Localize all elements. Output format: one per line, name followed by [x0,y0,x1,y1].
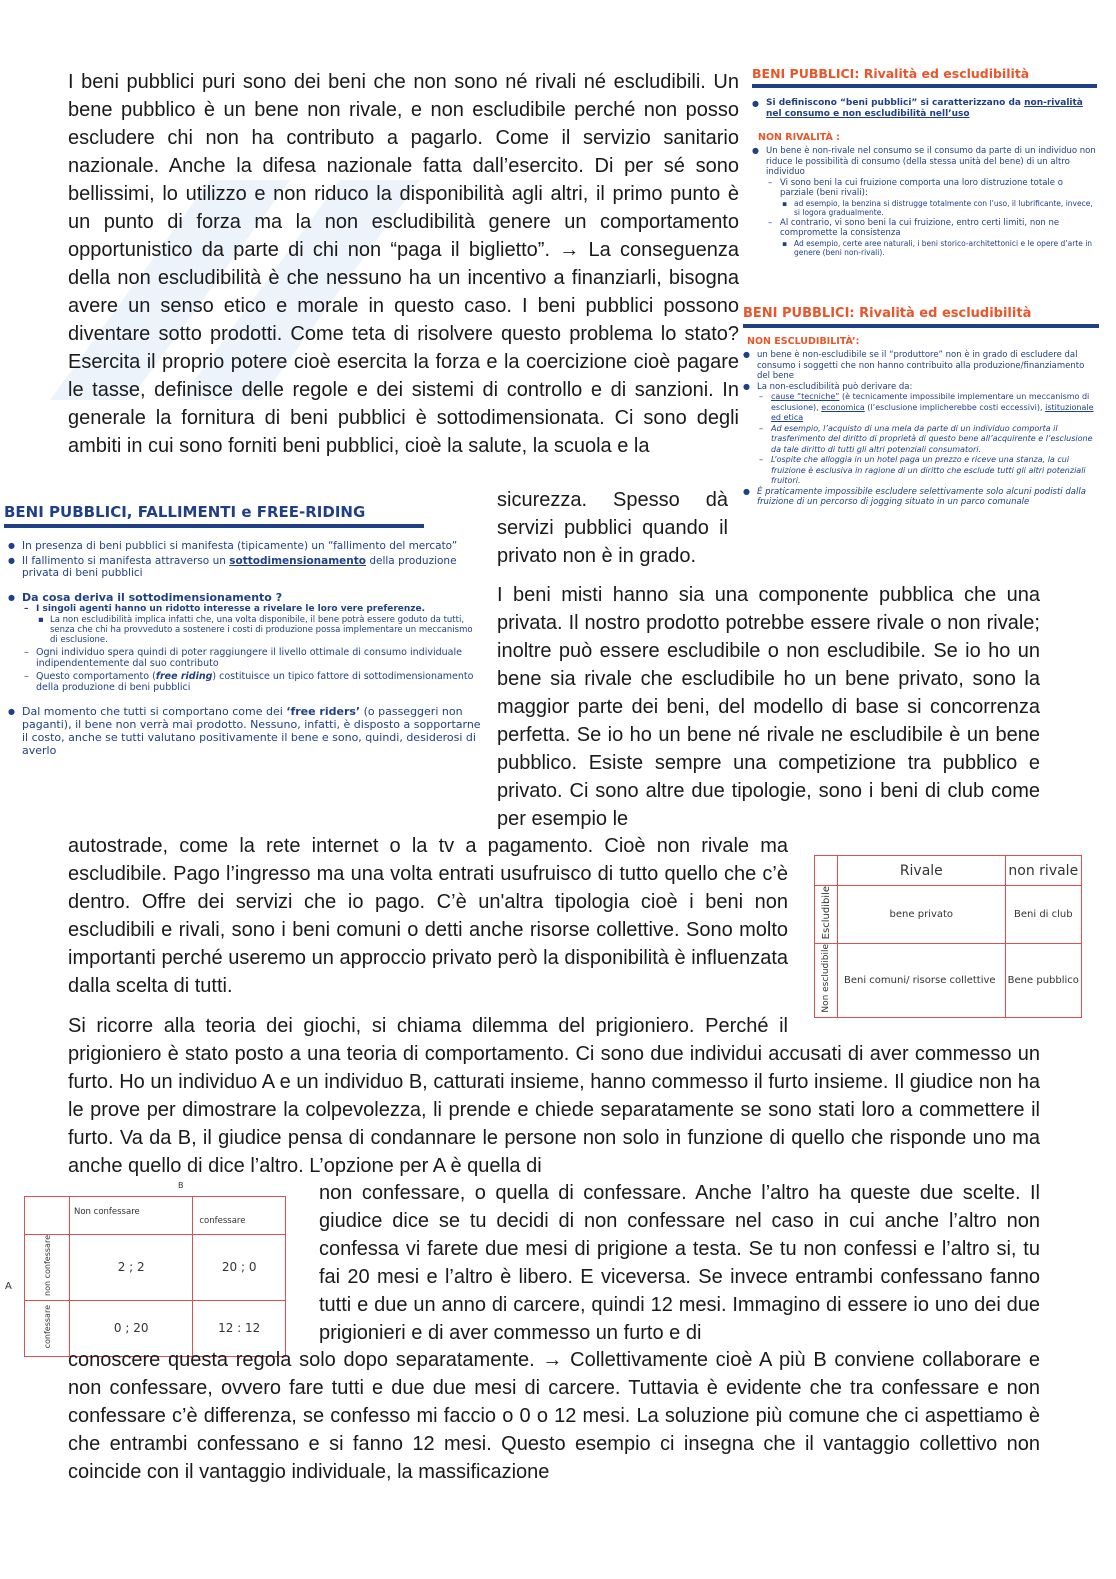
slide-bullet: ● La non-escludibilità può derivare da: [743,382,1099,393]
slide-sub-bullet: – L’ospite che alloggia in un hotel paga un prezzo e riceve una stanza, la cui fruizione è esclusiva in ragione di un diritto che esclude tutti gli altri potenziali fruitori. [757,455,1099,487]
paragraph-mixed-goods-continued: autostrade, come la rete internet o la tv a pagamento. Cioè non rivale ma escludibile. Pago l’ingresso ma una volta entrati usufruisco di tutto quello che c’è dentro. Offre dei servizi che io pago. C’è un'altra tipologia cioè i beni non escludibili e rivali, sono i beni comuni o detti anche risorse collettive. Sono molto importanti perché useremo un approccio privato però la disponibilità è influenzata dalla scelta di tutti. [68,835,788,997]
slide-excludability-heading: NON ESCLUDIBILITÀ’: [747,336,860,347]
paragraph-prisoner-conclusion: conoscere questa regola solo dopo separatamente. → Collettivamente cioè A più B conviene collaborare e non confessare, ovvero fare tutti e due due mesi di carcere. Tuttavia è evidente che tra confessare e non confessare c’è differenza, se confesso mi faccio o 0 o 12 mesi. La soluzione più comune che ci aspettiamo è che entrambi confessano e si fanno 12 mesi. Questo esempio ci insegna che il vantaggio collettivo non coincide con il vantaggio individuale, la massificazione [68,1349,1040,1483]
row-header-label: Escludibile [820,886,832,940]
slide-excludability-title: BENI PUBBLICI: Rivalità ed escludibilità [743,306,1032,321]
slide-bullet: ● Da cosa deriva il sottodimensionamento ? [8,592,482,605]
sub-bullet-text: (l’esclusione implicherebbe costi eccessivi), [864,402,1046,412]
matrix-row-confessare [25,1300,70,1356]
column-header-non-rivale: non rivale [1005,856,1081,886]
bullet-text: della produzione privata di beni pubblici [22,554,457,579]
matrix-cell-c-nc: 0 ; 20 [70,1300,193,1356]
sub-bullet-text: (è tecnicamente impossibile implementare un meccanismo di esclusione), [771,392,1090,412]
cell-bene-privato: bene privato [838,886,1006,944]
slide-bullet: ● Un bene è non-rivale nel consumo se il consumo da parte di un individuo non riduce le possibilità di consumo (della stessa unità del bene) di un altro individuo [752,146,1097,178]
float-spacer [788,1012,1040,1013]
slide-title-bar [4,524,424,528]
underlined-term: economica [821,402,865,412]
prisoner-intro-flow: Si ricorre alla teoria dei giochi, si chiama dilemma del prigioniero. Perché il prigioniero è stato posto a una teoria di comportamento. Ci sono due individui accusati di aver commesso un furto. Ho un individuo A e un individuo B, catturati insieme, hanno commesso il furto insieme. Il giudice non ha le prove per dimostrare la colpevolezza, li prende e chiede separatamente se sono stati loro a commettere il furto. Va da B, il giudice pensa di condannare le persone non solo in funzione di quello che risponde uno ma anche quello di dice l’altro. L’opzione per A è quella di [68,1015,1040,1177]
paragraph-prisoner-rules: non confessare, o quella di confessare. Anche l’altro ha queste due scelte. Il giudice dice se tu decidi di non confessare nel caso in cui anche l’altro non confessa vi farete due mesi di prigione a testa. Se tu non confessi e l’altro si, tu fai 20 mesi e l’altro è libero. E viceversa. Se invece entrambi confessano fanno tutti e due un anno di carcere, quindi 12 mesi. Immagino di essere io uno dei due prigionieri e di aver commesso un furto e di [319,1182,1040,1344]
matrix-col-non-confessare: Non confessare [70,1197,193,1235]
sub-bullet-text: Questo comportamento ( [36,671,156,682]
goods-classification-table [814,855,1082,1018]
matrix-row-label: confessare [42,1304,52,1349]
paragraph-public-goods-tail: sicurezza. Spesso dà servizi pubblici quando il privato non è in grado. [497,489,728,567]
cell-beni-comuni: Beni comuni/ risorse collettive [838,944,1006,1018]
slide-free-riding [4,503,482,809]
matrix-cell-nc-nc: 2 ; 2 [70,1235,193,1301]
slide-bullet [8,705,482,757]
slide-rivalry [752,66,1097,288]
cell-beni-di-club: Beni di club [1005,886,1081,944]
slide-sub-bullet: – Ogni individuo spera quindi di poter raggiungere il livello ottimale di consumo individuale indipendentemente dal suo contributo [22,647,482,669]
player-a-label: A [5,1281,12,1292]
prisoner-dilemma-matrix [24,1196,286,1357]
underlined-term: sottodimensionamento [229,554,366,567]
paragraph-mixed-goods: I beni misti hanno sia una componente pubblica che una privata. Il nostro prodotto potrebbe essere rivale o non rivale; inoltre può essere escludibile o non escludibile. Se io ho un bene sia rivale che escludibile ho un bene privato, sono la maggior parte dei beni, del modello di base si concorrenza perfetta. Se io ho un bene né rivale ne escludibile è un bene pubblico. Esiste sempre una competizione tra pubblico e privato. Ci sono altre due tipologie, sono i beni di club come per esempio le [497,584,1040,830]
slide-bullet: ● È praticamente impossibile escludere selettivamente solo alcuni podisti dalla fruizione di un percorso di jogging situato in un parco comunale [743,487,1099,508]
slide-free-riding-title: BENI PUBBLICI, FALLIMENTI e FREE-RIDING [4,503,366,521]
underlined-term: cause “tecniche” [771,392,840,401]
underlined-term: istituzionale ed etica [771,402,1094,422]
player-b-label: B [178,1181,184,1190]
matrix-col-confessare: confessare [193,1197,286,1235]
slide-bullet [8,555,482,580]
matrix-cell-nc-c: 20 ; 0 [193,1235,286,1301]
row-header-label: Non escludibile [821,944,831,1013]
sub-bullet-text: ) costituisce un tipico fattore di sottodimensionamento della produzione di beni pubblici [36,671,474,693]
slide-sub-bullet: – Vi sono beni la cui fruizione comporta una loro distruzione totale o parziale (beni rivali): [766,178,1097,199]
slide-bullet [752,98,1097,120]
cell-bene-pubblico: Bene pubblico [1005,944,1081,1018]
row-header-escludibile [815,886,838,944]
slide-sub-sub-bullet: ▪ Ad esempio, certe aree naturali, i beni storico-architettonici e le opere d’arte in genere (beni non-rivali). [780,239,1097,258]
slide-bullet: ● In presenza di beni pubblici si manifesta (tipicamente) un “fallimento del mercato” [8,540,482,553]
row-header-non-escludibile [815,944,838,1018]
paragraph-prisoner-dilemma [68,1012,1040,1180]
slide-title-bar [743,324,1099,328]
column-header-rivale: Rivale [838,856,1006,886]
slide-sub-bullet: – I singoli agenti hanno un ridotto interesse a rivelare le loro vere preferenze. [22,604,482,615]
slide-sub-bullet [22,671,482,693]
paragraph-public-goods: I beni pubblici puri sono dei beni che non sono né rivali né escludibili. Un bene pubblico è un bene non rivale, e non escludibile perché non posso escludere chi non ha contributo a pagarlo. Come il servizio sanitario nazionale. Anche la difesa nazionale fatta dall’esercito. Di per sé sono bellissimi, lo utilizzo e non riduco la disponibilità agli altri, il primo punto è un punto di forza ma la non escludibilità genere un comportamento opportunistico da parte di chi non “paga il biglietto”. → La conseguenza della non escludibilità è che nessuno ha un incentivo a finanziarli, bisogna avere un senso etico e morale in questo caso. I beni pubblici possono diventare sotto prodotti. Come teta di risolvere questo problema lo stato? Esercita il proprio potere cioè esercita la forza e la coercizione cioè pagare le tasse, definisce delle regole e dei sistemi di controllo e di sanzioni. In generale la fornitura di beni pubblici è sottodimensionata. Ci sono degli ambiti in cui sono forniti beni pubblici, cioè la salute, la scuola e la [68,71,739,457]
slide-rivalry-title: BENI PUBBLICI: Rivalità ed escludibilità [752,66,1030,81]
bold-term: ‘free riders’ [286,705,361,718]
slide-sub-bullet: – Ad esempio, l’acquisto di una mela da parte di un individuo comporta il trasferimento del diritto di proprietà di questo bene all’acquirente e l’esclusione da tale diritto di tutti gli altri potenziali consumatori. [757,424,1099,456]
bullet-underlined: non-rivalità nel consumo e non escludibilità nell’uso [766,98,1083,119]
slide-sub-sub-bullet: ▪ ad esempio, la benzina si distrugge totalmente con l’uso, il lubrificante, invece, si logora gradualmente. [780,199,1097,218]
italic-term: free riding [155,671,213,682]
matrix-row-non-confessare [25,1235,70,1301]
slide-sub-sub-bullet: ▪ La non escludibilità implica infatti che, una volta disponibile, il bene potrà essere goduto da tutti, senza che chi ha provveduto a sostenere i costi di produzione possa implementare un meccanismo di esclusione. [36,615,482,645]
slide-sub-bullet: – Al contrario, vi sono beni la cui fruizione, entro certi limiti, non ne compromette la consistenza [766,218,1097,239]
matrix-row-label: non confessare [42,1235,52,1296]
bullet-text: Si definiscono “beni pubblici” si caratterizzano da [766,98,1021,108]
bullet-text: Dal momento che tutti si comportano come dei [22,705,287,718]
slide-title-bar [752,84,1097,88]
slide-excludability [743,306,1099,558]
slide-sub-bullet [757,392,1099,424]
matrix-cell-c-c: 12 : 12 [193,1300,286,1356]
bullet-text: Il fallimento si manifesta attraverso un [22,554,230,567]
slide-rivalry-heading: NON RIVALITÀ : [758,132,840,143]
matrix-corner-cell [25,1197,70,1235]
slide-bullet: ● un bene è non-escludibile se il “produttore” non è in grado di escludere dal consumo i soggetti che non hanno contribuito alla produzione/finanziamento del bene [743,350,1099,382]
table-corner-cell [815,856,838,886]
bullet-text: (o passeggeri non paganti), il bene non verrà mai prodotto. Nessuno, infatti, è disposto a sopportarne il costo, anche se tutti valutano positivamente il bene e sono, quindi, desiderosi di averlo [22,705,481,757]
